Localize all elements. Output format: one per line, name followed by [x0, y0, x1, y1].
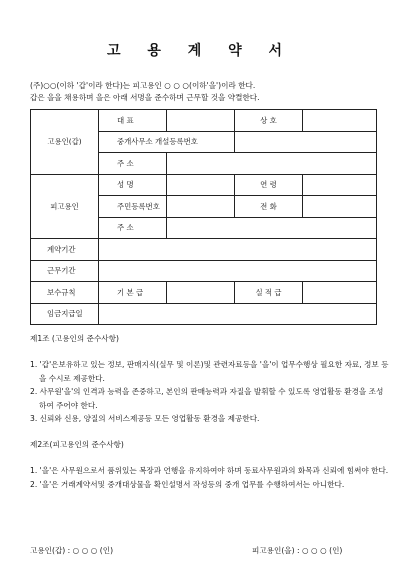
- employer-signature: 고용인(갑) : ○ ○ ○ (인): [30, 546, 114, 555]
- work-period-value[interactable]: [99, 260, 377, 282]
- pay-date-value[interactable]: [99, 303, 377, 325]
- work-period-label: 근무기간: [31, 260, 99, 282]
- representative-value[interactable]: [167, 110, 235, 132]
- trade-name-label: 상 호: [235, 110, 303, 132]
- pay-date-label: 임금지급일: [31, 303, 99, 325]
- article-1-items: [30, 358, 390, 426]
- article-2-items: [30, 464, 390, 491]
- employer-address-label: 주 소: [99, 153, 167, 175]
- article-1: [30, 332, 390, 346]
- article-1-item-3: 3. 신뢰와 신용, 양질의 서비스제공등 모든 영업활동 환경을 제공한다.: [30, 414, 260, 423]
- brokerage-reg-value[interactable]: [235, 131, 377, 153]
- brokerage-reg-label: 중개사무소 개설등록번호: [99, 131, 235, 153]
- employee-signature: 피고용인(을) : ○ ○ ○ (인): [252, 546, 343, 555]
- contract-period-value[interactable]: [99, 239, 377, 261]
- employee-address-value[interactable]: [167, 217, 377, 239]
- contract-table: [30, 109, 377, 325]
- performance-pay-value[interactable]: [303, 282, 377, 304]
- employer-address-value[interactable]: [167, 153, 377, 175]
- article-2-heading: 제2조(피고용인의 준수사항): [30, 440, 124, 449]
- employee-label: 피고용인: [31, 174, 99, 239]
- contract-period-label: 계약기간: [31, 239, 99, 261]
- intro-text: [30, 80, 390, 104]
- representative-label: 대 표: [99, 110, 167, 132]
- employer-label: 고용인(갑): [31, 110, 99, 175]
- employee-name-value[interactable]: [167, 174, 235, 196]
- article-1-item-1: 1. '갑'은보유하고 있는 정보, 판매지식(실무 및 이론)및 관련자료등을 '을'이 업무수행상 필요한 자료, 정보 등을 수시로 제공한다.: [30, 360, 389, 383]
- resident-no-value[interactable]: [167, 196, 235, 218]
- article-2-item-2: 2. '을'은 거래계약서및 중개대상물을 확인설명서 작성등의 중개 업무를 수행하여서는 아니한다.: [30, 479, 345, 489]
- base-pay-label: 기 본 급: [99, 282, 167, 304]
- employee-age-value[interactable]: [303, 174, 377, 196]
- article-2: [30, 438, 390, 452]
- employee-phone-value[interactable]: [303, 196, 377, 218]
- employee-phone-label: 전 화: [235, 196, 303, 218]
- base-pay-value[interactable]: [167, 282, 235, 304]
- intro-line-2: 갑은 을을 채용하며 을은 아래 서명을 준수하며 근무할 것을 약켤한다.: [30, 93, 260, 102]
- pay-rule-label: 보수규칙: [31, 282, 99, 304]
- trade-name-value[interactable]: [303, 110, 377, 132]
- performance-pay-label: 실 적 급: [235, 282, 303, 304]
- employee-age-label: 연 령: [235, 174, 303, 196]
- employee-name-label: 성 명: [99, 174, 167, 196]
- resident-no-label: 주민등록번호: [99, 196, 167, 218]
- employee-address-label: 주 소: [99, 217, 167, 239]
- article-2-item-1: 1. '을'은 사무원으로서 품위있는 복장과 언행을 유지하여야 하며 동료사무원과의 화목과 신뢰에 힘써야 한다.: [30, 466, 389, 475]
- intro-line-1: (주)○○(이하 '갑'이라 한다)는 피고용인 ○ ○ ○(이하'을')이라 한다.: [30, 81, 256, 90]
- article-1-heading: 제1조 (고용인의 준수사항): [30, 334, 119, 343]
- article-1-item-2: 2. 사무원'을'의 인격과 능력을 존중하고, 본인의 판매능력과 자질을 발휘할 수 있도록 영업활동 환경을 조성하여 주어야 한다.: [30, 387, 384, 410]
- document-title: 고 용 계 약 서: [106, 43, 294, 59]
